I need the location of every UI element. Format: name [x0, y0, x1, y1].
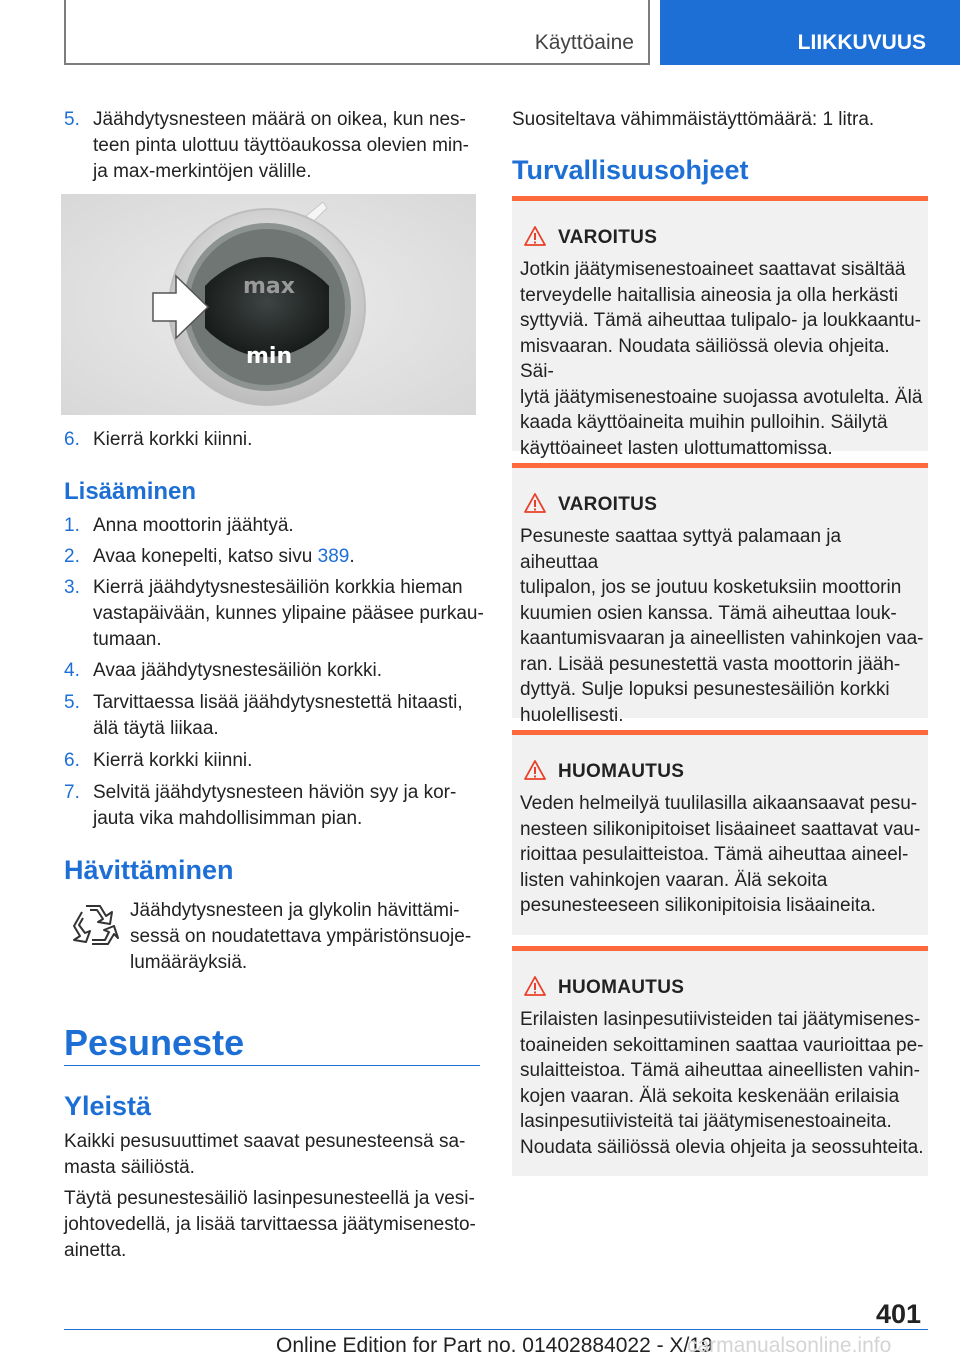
- step-text-line: Kierrä korkki kiinni.: [93, 429, 253, 450]
- watermark-text: carmanualsonline.info: [687, 1334, 892, 1357]
- step-text-line: ja max-merkintöjen välille.: [93, 161, 312, 182]
- step-text-line: Jäähdytysnesteen määrä on oikea, kun nes-: [93, 109, 466, 130]
- coolant-cap-image: [61, 194, 476, 415]
- step-number: 7.: [64, 782, 80, 803]
- step-text-line: teen pinta ulottuu täyttöaukossa olevien min-: [93, 135, 470, 156]
- step-text-line: vastapäivään, kunnes ylipaine pääsee purkau-: [93, 603, 484, 624]
- step-text-line: Avaa jäähdytysnestesäiliön korkki.: [93, 660, 383, 681]
- general-text-line: masta säiliöstä.: [64, 1157, 195, 1178]
- step-text-line: Kierrä korkki kiinni.: [93, 750, 253, 771]
- step-number: 5.: [64, 692, 80, 713]
- edition-text: Online Edition for Part no. 01402884022 - X/19: [276, 1334, 713, 1357]
- notice-box: [512, 946, 928, 1176]
- disposal-text-line: Jäähdytysnesteen ja glykolin hävittämi-: [130, 900, 460, 921]
- chapter-heading-washer-fluid: Pesuneste: [64, 1022, 245, 1063]
- warning-triangle-icon: [523, 975, 547, 997]
- section-heading-disposal: Hävittäminen: [64, 855, 234, 885]
- notice-text: Erilaisten lasinpesutiivisteiden tai jäätymisenes- toaineiden sekoittaminen saattaa vaurioittaa pe- sulaitteistoa. Tämä aiheuttaa aineellisten vahin- kojen vaaran. Älä sekoita keskenään erilaisia lasinpesutiivisteitä tai jäätymisenestoaineita. Noudata säiliössä olevia ohjeita ja seossuhteita.: [520, 1009, 924, 1158]
- min-fill-text: Suositeltava vähimmäistäyttömäärä: 1 litra.: [512, 109, 875, 130]
- chapter-tab-label: LIIKKUVUUS: [797, 31, 926, 54]
- section-tab-label: Käyttöaine: [534, 31, 634, 54]
- step-number: 3.: [64, 577, 80, 598]
- disposal-text-line: sessä on noudatettava ympäristönsuoje-: [130, 926, 472, 947]
- max-marking: max: [243, 274, 295, 299]
- notice-text: Veden helmeilyä tuulilasilla aikaansaavat pesu- nesteen silikonipitoiset lisäaineet saattavat vau- rioittaa pesulaitteistoa. Tämä aiheuttaa aineel- listen vahinkojen vaaran. Älä sekoita pesunesteeseen silikonipitoisia lisäaineita.: [520, 793, 921, 916]
- step-number: 1.: [64, 515, 80, 536]
- general-text-line: johtovedellä, ja lisää tarvittaessa jäätymisenesto-: [64, 1214, 476, 1235]
- step-number: 6.: [64, 429, 80, 450]
- section-heading-adding: Lisääminen: [64, 478, 197, 505]
- notice-box: [512, 730, 928, 935]
- section-heading-general: Yleistä: [64, 1091, 152, 1121]
- disposal-text-line: lumääräyksiä.: [130, 952, 248, 973]
- recycle-icon: [66, 900, 120, 952]
- step-number: 5.: [64, 109, 80, 130]
- step-text-line: älä täytä liikaa.: [93, 718, 219, 739]
- warning-box: [512, 463, 928, 726]
- step-text-line: Tarvittaessa lisää jäähdytysnestettä hitaasti,: [93, 692, 463, 713]
- step-text-line: Avaa konepelti, katso sivu 389.: [93, 546, 355, 567]
- general-text-line: ainetta.: [64, 1240, 127, 1261]
- step-text-line: jauta vika mahdollisimman pian.: [93, 808, 363, 829]
- min-marking: min: [246, 344, 293, 369]
- step-text-line: Kierrä jäähdytysnestesäiliön korkkia hieman: [93, 577, 463, 598]
- general-text-line: Täytä pesunestesäiliö lasinpesunesteellä ja vesi-: [64, 1188, 475, 1209]
- general-text-line: Kaikki pesusuuttimet saavat pesunesteensä sa-: [64, 1131, 466, 1152]
- warning-triangle-icon: [523, 225, 547, 247]
- warning-text: Pesuneste saattaa syttyä palamaan ja aiheuttaa tulipalon, jos se joutuu kosketuksiin moottorin kuumien osien kanssa. Tämä aiheuttaa louk- kaantumisvaaran ja aineellisten vahinkojen vaa- ran. Lisää pesunestettä vasta moottorin jääh- dyttyä. Sulje lopuksi pesunestesäiliön korkki huolellisesti.: [520, 526, 924, 726]
- warning-box: [512, 196, 928, 459]
- notice-title: HUOMAUTUS: [558, 761, 685, 782]
- step-number: 6.: [64, 750, 80, 771]
- step-number: 2.: [64, 546, 80, 567]
- heading-divider: [64, 1065, 480, 1066]
- section-heading-safety: Turvallisuusohjeet: [512, 155, 749, 185]
- page-link[interactable]: 389: [317, 546, 350, 567]
- section-tab: [64, 0, 650, 65]
- step-text-line: Anna moottorin jäähtyä.: [93, 515, 294, 536]
- footer-divider: [64, 1329, 928, 1330]
- warning-title: VAROITUS: [558, 494, 658, 515]
- warning-triangle-icon: [523, 492, 547, 514]
- chapter-tab: [660, 0, 960, 65]
- coolant-cap-illustration: [61, 194, 476, 415]
- step-text-line: tumaan.: [93, 629, 162, 650]
- warning-text: Jotkin jäätymisenestoaineet saattavat sisältää terveydelle haitallisia aineosia ja olla herkästi syttyviä. Tämä aiheuttaa tulipalo- ja loukkaantu- misvaaran. Noudata säiliössä olevia ohjeita. Säi- lytä jäätymisenestoaine suojassa avotulelta. Älä kaada käyttöaineita muihin pulloihin. Säilytä käyttöaineet lasten ulottumattomissa.: [520, 259, 923, 459]
- step-text-line: Selvitä jäähdytysnesteen häviön syy ja kor-: [93, 782, 457, 803]
- page-number: 401: [876, 1299, 922, 1329]
- warning-triangle-icon: [523, 759, 547, 781]
- notice-title: HUOMAUTUS: [558, 977, 685, 998]
- warning-title: VAROITUS: [558, 227, 658, 248]
- step-number: 4.: [64, 660, 80, 681]
